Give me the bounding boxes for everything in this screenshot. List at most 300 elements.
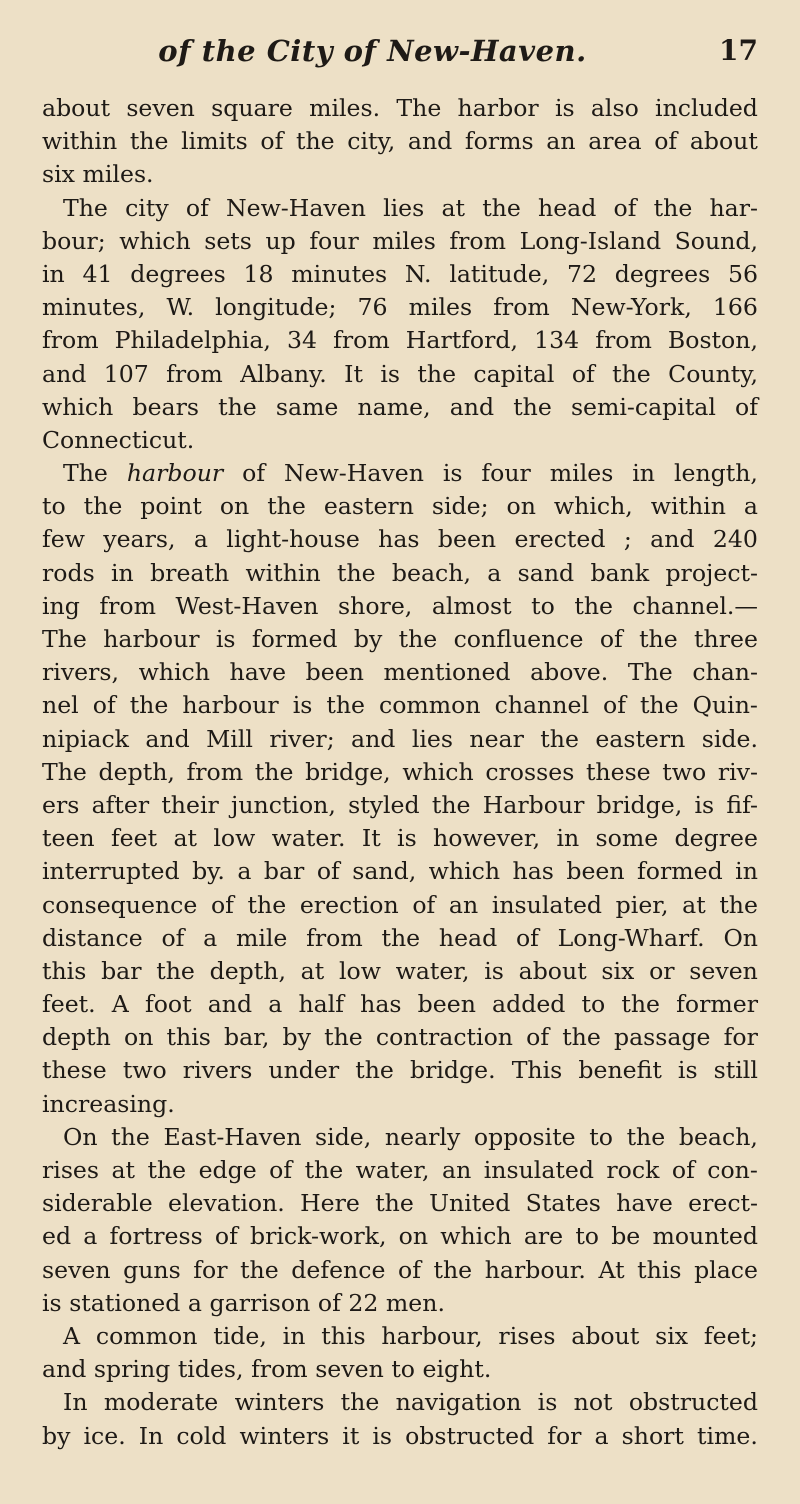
text-line	[42, 1088, 758, 1121]
text-line	[42, 225, 758, 258]
word: square	[211, 94, 293, 122]
word: years,	[103, 525, 176, 554]
text-line	[42, 523, 758, 556]
text-line	[42, 1254, 758, 1287]
word: At	[598, 1255, 625, 1284]
word: of	[654, 127, 678, 156]
text-line	[42, 1353, 758, 1386]
text-line	[42, 490, 758, 523]
word: at	[111, 1156, 136, 1184]
word: after	[91, 790, 150, 819]
word: Philadelphia,	[114, 326, 271, 355]
word: of	[210, 890, 234, 919]
word: The	[42, 625, 87, 653]
word: however,	[433, 824, 541, 853]
word: is	[694, 790, 715, 819]
word: still	[713, 1056, 758, 1085]
word: an	[442, 1156, 472, 1184]
word: a	[83, 1222, 98, 1251]
word: also	[590, 94, 639, 122]
word: almost	[431, 591, 512, 620]
word: It	[361, 824, 381, 853]
word: harbour	[182, 691, 279, 720]
text-line	[42, 1121, 758, 1154]
word: moderate	[103, 1388, 219, 1417]
word: near	[469, 724, 524, 753]
text-line	[42, 822, 758, 855]
word: ice.	[83, 1421, 126, 1450]
page-header	[42, 34, 758, 92]
word: common	[95, 1321, 198, 1350]
word: beach,	[391, 558, 471, 587]
text-line	[42, 988, 758, 1021]
text-line	[42, 889, 758, 922]
word: the	[540, 724, 579, 753]
word: a	[187, 1288, 202, 1317]
word: A	[63, 1321, 81, 1350]
word: on	[506, 492, 536, 521]
word: for	[723, 1023, 758, 1052]
word: added	[492, 990, 566, 1019]
word: ers	[42, 790, 80, 819]
text-line	[42, 557, 758, 590]
word: a	[203, 923, 218, 952]
word: confluence	[453, 625, 584, 653]
running-head: of the City of New-Haven.	[158, 34, 587, 68]
word: is	[537, 1388, 558, 1417]
word: ed	[42, 1222, 72, 1251]
text-line	[42, 457, 758, 490]
word: has	[512, 857, 554, 886]
word: W.	[166, 293, 195, 322]
word: time.	[696, 1421, 758, 1450]
text-line	[42, 1054, 758, 1087]
word: city	[125, 193, 169, 222]
word: to	[531, 591, 555, 620]
word: two	[662, 757, 707, 786]
word: depth,	[209, 956, 286, 985]
word: 41	[82, 259, 113, 288]
word: nipiack	[42, 724, 129, 753]
word: rock	[606, 1156, 660, 1184]
word: The	[396, 94, 442, 122]
word: harbour,	[381, 1321, 483, 1350]
word: the	[574, 591, 613, 620]
word: longitude;	[215, 293, 337, 322]
word: on	[398, 1222, 429, 1251]
word: a	[487, 558, 502, 587]
word: the	[621, 990, 660, 1019]
word: the	[240, 1255, 279, 1284]
text-line	[42, 1021, 758, 1054]
word: the	[433, 1255, 473, 1284]
word: 134	[534, 326, 580, 355]
word: lies	[383, 193, 425, 222]
word: which	[138, 658, 210, 687]
word: United	[429, 1189, 511, 1218]
word: guns	[123, 1255, 181, 1284]
word: few	[42, 525, 85, 554]
word: the	[355, 1056, 394, 1085]
word: water.	[271, 824, 346, 853]
word: is	[442, 459, 463, 488]
word: the	[247, 890, 287, 919]
text-line	[42, 723, 758, 756]
word: crosses	[485, 757, 575, 786]
text-line	[42, 855, 758, 888]
word: six	[655, 1321, 689, 1350]
word: the	[111, 1122, 150, 1151]
word: interrupted	[42, 857, 180, 886]
word: their	[161, 790, 219, 819]
word: name,	[357, 392, 431, 421]
word: the	[719, 890, 758, 919]
word: within	[42, 127, 118, 156]
word: of	[613, 193, 637, 222]
word: in	[735, 857, 758, 886]
word: to	[391, 1355, 415, 1384]
word: low	[213, 824, 256, 853]
word: Connecticut.	[42, 425, 195, 454]
word: distance	[42, 923, 143, 952]
word: feet.	[42, 990, 96, 1019]
word: degrees	[614, 259, 711, 288]
word: sand,	[352, 857, 417, 886]
word: formed	[251, 625, 338, 653]
word: from	[595, 326, 652, 355]
word: degree	[674, 824, 758, 853]
word: benefit	[578, 1056, 662, 1085]
word: tides,	[177, 1355, 244, 1384]
word: nearly	[384, 1122, 461, 1151]
word: by	[353, 625, 383, 653]
word: this	[166, 1023, 211, 1052]
word: by	[282, 1023, 311, 1052]
word: eastern	[595, 724, 686, 753]
word: the	[431, 790, 471, 819]
word: and	[650, 525, 695, 554]
word: rivers,	[42, 658, 120, 687]
word: to	[42, 492, 66, 521]
word: the	[129, 127, 169, 156]
word: channel	[494, 691, 589, 720]
word: an	[546, 127, 576, 156]
word: har-	[709, 193, 758, 222]
word: bank	[590, 558, 650, 587]
word: feet	[110, 824, 158, 853]
word: bridge,	[596, 790, 683, 819]
word: the	[83, 492, 123, 521]
word: lies	[411, 724, 453, 753]
word: obstructed	[628, 1388, 758, 1417]
word: of	[412, 890, 436, 919]
word: men.	[385, 1288, 445, 1317]
word: the	[513, 392, 552, 421]
word: from	[306, 923, 363, 952]
word: and	[207, 990, 253, 1019]
word: miles	[408, 293, 473, 322]
word: fortress	[109, 1222, 203, 1251]
word: Mill	[206, 724, 253, 753]
word: the	[156, 956, 195, 985]
word: seven	[42, 1255, 111, 1284]
word: a	[743, 492, 758, 521]
word: bour;	[42, 226, 106, 255]
word: A	[111, 990, 129, 1019]
word: This	[511, 1056, 563, 1085]
word: of	[671, 1156, 695, 1184]
word: increasing.	[42, 1089, 175, 1118]
word: a	[594, 1421, 609, 1450]
word: styled	[348, 790, 420, 819]
word: is	[215, 625, 236, 653]
word: bar	[101, 956, 142, 985]
word: Sound,	[674, 226, 758, 255]
word: con-	[707, 1156, 758, 1184]
word: the	[304, 1156, 344, 1184]
word: winters	[234, 1388, 325, 1417]
word: stationed	[69, 1288, 181, 1317]
word: the	[267, 492, 306, 521]
word: three	[694, 625, 758, 653]
word: and	[449, 392, 495, 421]
word: on	[219, 492, 250, 521]
word: eastern	[323, 492, 414, 521]
word: forms	[464, 127, 534, 156]
word: riv-	[717, 757, 758, 786]
word: not	[573, 1388, 613, 1417]
word: mounted	[652, 1222, 758, 1251]
word: N.	[404, 259, 432, 288]
word: harbour	[126, 459, 224, 488]
word: channel.—	[632, 591, 758, 620]
word: for	[193, 1255, 228, 1284]
word: on	[124, 1023, 154, 1052]
word: of	[92, 691, 116, 720]
word: which	[119, 226, 191, 255]
word: the	[626, 1122, 666, 1151]
word: same	[275, 392, 339, 421]
word: which	[402, 757, 474, 786]
word: these	[42, 1056, 107, 1085]
word: harbour.	[484, 1255, 586, 1284]
word: mentioned	[383, 658, 511, 687]
word: junction,	[231, 790, 336, 819]
word: the	[218, 392, 257, 421]
word: minutes	[291, 259, 388, 288]
word: water,	[355, 1156, 430, 1184]
word: breath	[150, 558, 230, 587]
word: at	[441, 193, 465, 222]
word: sand	[517, 558, 575, 587]
word: harbour	[103, 625, 200, 653]
word: half	[298, 990, 345, 1019]
word: latitude,	[449, 259, 550, 288]
word: Albany.	[240, 359, 327, 388]
word: of	[735, 392, 758, 421]
word: about	[571, 1321, 640, 1350]
word: the	[336, 558, 376, 587]
text-line	[42, 789, 758, 822]
text-line	[42, 689, 758, 722]
word: New-Haven	[283, 459, 424, 488]
word: contraction	[375, 1023, 513, 1052]
word: the	[381, 923, 421, 952]
word: a	[237, 857, 252, 886]
word: 107	[103, 359, 149, 388]
word: is	[292, 691, 313, 720]
word: The	[63, 459, 108, 488]
word: feet;	[703, 1321, 758, 1350]
text-line	[42, 1187, 758, 1220]
word: depth	[42, 1023, 111, 1052]
word: consequence	[42, 890, 198, 919]
word: spring	[93, 1355, 171, 1384]
word: an	[448, 890, 479, 919]
word: at	[300, 956, 325, 985]
word: is	[397, 824, 417, 853]
word: which,	[553, 492, 633, 521]
word: been	[437, 525, 497, 554]
text-line	[42, 258, 758, 291]
word: seven	[315, 1355, 384, 1384]
word: in	[111, 558, 134, 587]
word: have	[229, 658, 287, 687]
word: Boston,	[667, 326, 758, 355]
word: States	[525, 1189, 601, 1218]
text-line	[42, 1220, 758, 1253]
word: is	[677, 1056, 698, 1085]
word: of	[269, 1156, 293, 1184]
word: ;	[623, 525, 632, 554]
word: ing	[42, 591, 80, 620]
word: rises	[42, 1156, 100, 1184]
word: water,	[395, 956, 470, 985]
word: depth,	[98, 757, 175, 786]
word: from	[99, 591, 156, 620]
word: are	[523, 1222, 564, 1251]
word: the	[295, 127, 335, 156]
word: four	[309, 226, 359, 255]
word: from	[251, 1355, 308, 1384]
word: nel	[42, 691, 79, 720]
word: On	[723, 923, 758, 952]
word: County,	[668, 359, 758, 388]
word: of	[185, 193, 209, 222]
text-line	[42, 1320, 758, 1353]
text-line	[42, 125, 758, 158]
word: side;	[431, 492, 489, 521]
word: a	[193, 525, 208, 554]
word: It	[344, 359, 363, 388]
word: minutes,	[42, 293, 146, 322]
word: head	[438, 923, 498, 952]
word: which	[42, 392, 114, 421]
word: Quin-	[692, 691, 758, 720]
word: place	[694, 1255, 758, 1284]
word: the	[375, 1189, 414, 1218]
word: The	[627, 658, 673, 687]
text-line	[42, 1287, 758, 1320]
word: head	[538, 193, 597, 222]
word: cold	[176, 1421, 227, 1450]
word: of	[526, 1023, 550, 1052]
word: these	[585, 757, 651, 786]
word: of	[571, 359, 595, 388]
text-line	[42, 158, 758, 191]
word: at	[173, 824, 197, 853]
word: six	[601, 956, 635, 985]
word: city,	[347, 127, 396, 156]
word: and	[145, 724, 190, 753]
word: winters	[239, 1421, 330, 1450]
text-line	[42, 192, 758, 225]
word: The	[63, 193, 108, 222]
word: is	[484, 956, 504, 985]
word: pier,	[615, 890, 669, 919]
word: and	[351, 724, 396, 753]
text-line	[42, 756, 758, 789]
word: miles.	[82, 160, 154, 189]
word: formed	[637, 857, 723, 886]
word: short	[621, 1421, 684, 1450]
word: fif-	[726, 790, 758, 819]
word: Long-Wharf.	[557, 923, 705, 952]
word: or	[649, 956, 675, 985]
word: bar,	[224, 1023, 270, 1052]
word: Hartford,	[405, 326, 519, 355]
word: this	[42, 956, 87, 985]
word: about	[518, 956, 587, 985]
word: Here	[300, 1189, 360, 1218]
word: been	[566, 857, 625, 886]
word: and	[42, 359, 87, 388]
word: included	[655, 94, 758, 122]
body-text	[42, 92, 758, 1453]
word: siderable	[42, 1189, 153, 1218]
word: is	[42, 1288, 62, 1317]
word: former	[676, 990, 758, 1019]
text-line	[42, 92, 758, 125]
word: shore,	[338, 591, 413, 620]
word: bears	[132, 392, 199, 421]
word: 166	[712, 293, 758, 322]
word: above.	[530, 658, 609, 687]
word: miles	[372, 226, 436, 255]
word: in	[282, 1321, 306, 1350]
word: to	[589, 1122, 613, 1151]
word: semi-capital	[570, 392, 716, 421]
word: from	[42, 326, 99, 355]
word: six	[42, 160, 75, 189]
word: from	[493, 293, 550, 322]
word: the	[340, 1388, 380, 1417]
word: rods	[42, 558, 95, 587]
word: been	[305, 658, 364, 687]
word: which	[440, 1222, 512, 1251]
word: the	[324, 1023, 363, 1052]
word: West-Haven	[175, 591, 319, 620]
word: area	[588, 127, 642, 156]
word: degrees	[130, 259, 226, 288]
word: erection	[299, 890, 399, 919]
word: of	[161, 923, 185, 952]
text-line	[42, 358, 758, 391]
word: of	[515, 923, 539, 952]
word: harbor	[457, 94, 539, 122]
word: obstructed	[405, 1421, 535, 1450]
word: East-Haven	[163, 1122, 302, 1151]
